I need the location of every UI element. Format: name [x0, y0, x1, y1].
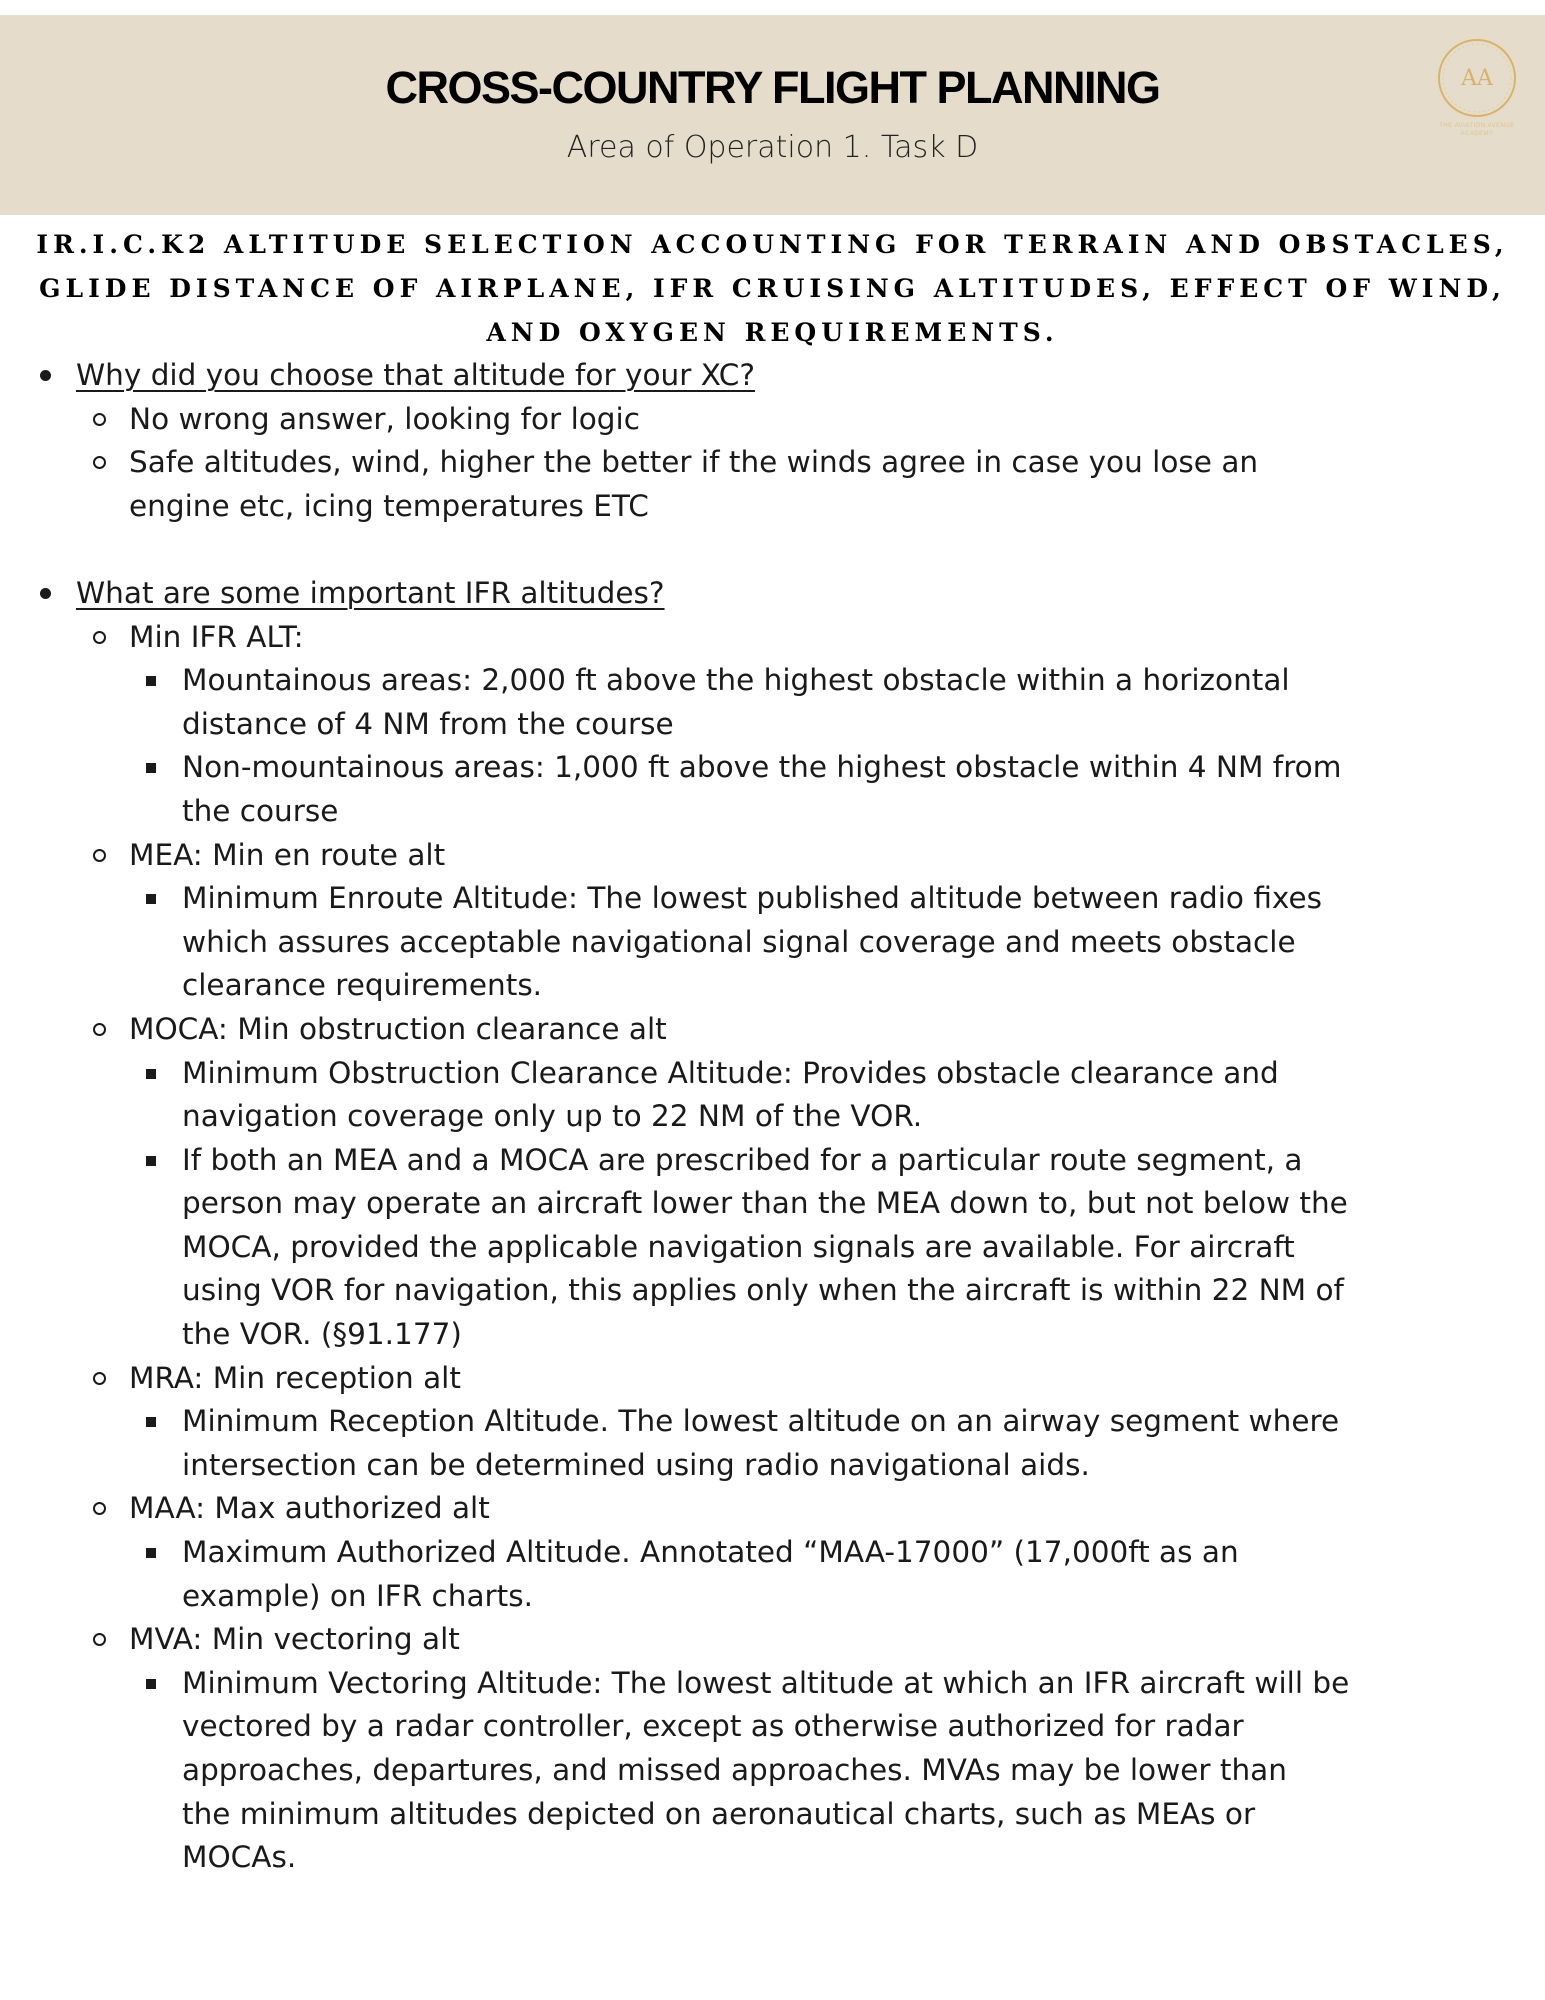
answer-text: No wrong answer, looking for logic	[129, 401, 640, 436]
bullet-circle-icon	[93, 1502, 106, 1515]
list-item	[0, 1052, 1545, 1096]
detail-text: example) on IFR charts.	[182, 1578, 533, 1613]
logo-initials: AA	[1461, 66, 1493, 91]
list-item-continuation	[0, 1313, 1545, 1357]
logo-icon	[1435, 36, 1519, 120]
bullet-disc-icon	[40, 370, 51, 381]
list-item	[0, 877, 1545, 921]
detail-text: person may operate an aircraft lower than the MEA down to, but not below the	[182, 1186, 1348, 1221]
answer-text: Safe altitudes, wind, higher the better if the winds agree in case you lose an	[129, 445, 1259, 480]
detail-text: the minimum altitudes depicted on aeronautical charts, such as MEAs or	[182, 1796, 1256, 1831]
question-2: What are some important IFR altitudes?	[76, 575, 665, 610]
list-item	[0, 354, 1545, 398]
list-item	[0, 1139, 1545, 1183]
list-item-continuation	[0, 703, 1545, 747]
list-item-continuation	[0, 1575, 1545, 1619]
section-heading	[20, 223, 1525, 355]
detail-text: Minimum Enroute Altitude: The lowest published altitude between radio fixes	[182, 881, 1322, 916]
header-banner	[0, 15, 1545, 215]
subheading-text: MRA: Min reception alt	[129, 1360, 461, 1395]
list-item	[0, 1357, 1545, 1401]
list-item	[0, 616, 1545, 660]
subheading-text: MVA: Min vectoring alt	[129, 1622, 460, 1657]
list-item-continuation	[0, 964, 1545, 1008]
bullet-circle-icon	[93, 456, 106, 469]
list-item	[0, 1531, 1545, 1575]
list-item	[0, 572, 1545, 616]
question-1: Why did you choose that altitude for your XC?	[76, 358, 756, 392]
list-item-continuation	[0, 1749, 1545, 1793]
bullet-circle-icon	[93, 1023, 106, 1036]
detail-text: Non-mountainous areas: 1,000 ft above the highest obstacle within 4 NM from	[182, 750, 1342, 785]
list-item	[0, 834, 1545, 878]
list-item-continuation	[0, 1269, 1545, 1313]
subheading-text: Min IFR ALT:	[129, 619, 304, 654]
bullet-circle-icon	[93, 413, 106, 426]
detail-text: the course	[182, 793, 339, 828]
subheading-text: MEA: Min en route alt	[129, 837, 446, 872]
bullet-square-icon	[146, 1417, 156, 1427]
list-item-continuation	[0, 1705, 1545, 1749]
list-item-continuation	[0, 790, 1545, 834]
detail-text: Minimum Vectoring Altitude: The lowest altitude at which an IFR aircraft will be	[182, 1665, 1350, 1700]
bullet-circle-icon	[93, 1372, 106, 1385]
bullet-circle-icon	[93, 849, 106, 862]
list-item	[0, 659, 1545, 703]
bullet-circle-icon	[93, 631, 106, 644]
detail-text: MOCAs.	[182, 1840, 297, 1875]
detail-text: intersection can be determined using radio navigational aids.	[182, 1447, 1090, 1482]
detail-text: approaches, departures, and missed approaches. MVAs may be lower than	[182, 1753, 1287, 1787]
page-title: CROSS-COUNTRY FLIGHT PLANNING	[385, 62, 1160, 113]
bullet-square-icon	[146, 1679, 156, 1689]
bullet-square-icon	[146, 1156, 156, 1166]
section-heading-line: IR.I.C.K2 ALTITUDE SELECTION ACCOUNTING FOR TERRAIN AND OBSTACLES,	[36, 230, 1509, 259]
list-item	[0, 1487, 1545, 1531]
section-heading-line: GLIDE DISTANCE OF AIRPLANE, IFR CRUISING ALTITUDES, EFFECT OF WIND,	[39, 274, 1506, 303]
list-item-continuation	[0, 1182, 1545, 1226]
detail-text: using VOR for navigation, this applies only when the aircraft is within 22 NM of	[182, 1273, 1344, 1308]
detail-text: Minimum Reception Altitude. The lowest altitude on an airway segment where	[182, 1404, 1340, 1439]
detail-text: vectored by a radar controller, except as otherwise authorized for radar	[182, 1709, 1244, 1744]
bullet-square-icon	[146, 763, 156, 773]
list-item	[0, 398, 1545, 442]
answer-text: engine etc, icing temperatures ETC	[129, 488, 649, 523]
bullet-square-icon	[146, 1069, 156, 1079]
detail-text: navigation coverage only up to 22 NM of the VOR.	[182, 1099, 923, 1134]
detail-text: MOCA, provided the applicable navigation signals are available. For aircraft	[182, 1229, 1295, 1264]
bullet-circle-icon	[93, 1633, 106, 1646]
detail-text: which assures acceptable navigational signal coverage and meets obstacle	[182, 924, 1296, 959]
detail-text: If both an MEA and a MOCA are prescribed for a particular route segment, a	[182, 1142, 1303, 1177]
section-heading-line: AND OXYGEN REQUIREMENTS.	[486, 318, 1059, 347]
list-item	[0, 1400, 1545, 1444]
list-item-continuation	[0, 1444, 1545, 1488]
list-item-continuation	[0, 485, 1545, 529]
page-subtitle: Area of Operation 1. Task D	[566, 130, 979, 165]
detail-text: Minimum Obstruction Clearance Altitude: Provides obstacle clearance and	[182, 1055, 1279, 1090]
list-item-continuation	[0, 921, 1545, 965]
detail-text: the VOR. (§91.177)	[182, 1317, 462, 1352]
list-item	[0, 746, 1545, 790]
list-item-continuation	[0, 1836, 1545, 1880]
detail-text: Mountainous areas: 2,000 ft above the highest obstacle within a horizontal	[182, 663, 1290, 698]
detail-text: Maximum Authorized Altitude. Annotated “MAA-17000” (17,000ft as an	[182, 1535, 1239, 1570]
list-item-continuation	[0, 1226, 1545, 1270]
bullet-square-icon	[146, 676, 156, 686]
bullet-square-icon	[146, 1548, 156, 1558]
list-item	[0, 441, 1545, 485]
subheading-text: MAA: Max authorized alt	[129, 1491, 490, 1526]
logo-caption: THE AVIATION AVENUE ACADEMY	[1439, 123, 1515, 137]
subheading-text: MOCA: Min obstruction clearance alt	[129, 1011, 667, 1046]
bullet-disc-icon	[40, 588, 51, 599]
list-item	[0, 1008, 1545, 1052]
list-item	[0, 1618, 1545, 1662]
bullet-square-icon	[146, 894, 156, 904]
list-item-continuation	[0, 1095, 1545, 1139]
detail-text: distance of 4 NM from the course	[182, 706, 674, 741]
spacer	[0, 528, 1545, 572]
content-body	[0, 354, 1545, 1880]
list-item-continuation	[0, 1793, 1545, 1837]
detail-text: clearance requirements.	[182, 968, 543, 1003]
list-item	[0, 1662, 1545, 1706]
